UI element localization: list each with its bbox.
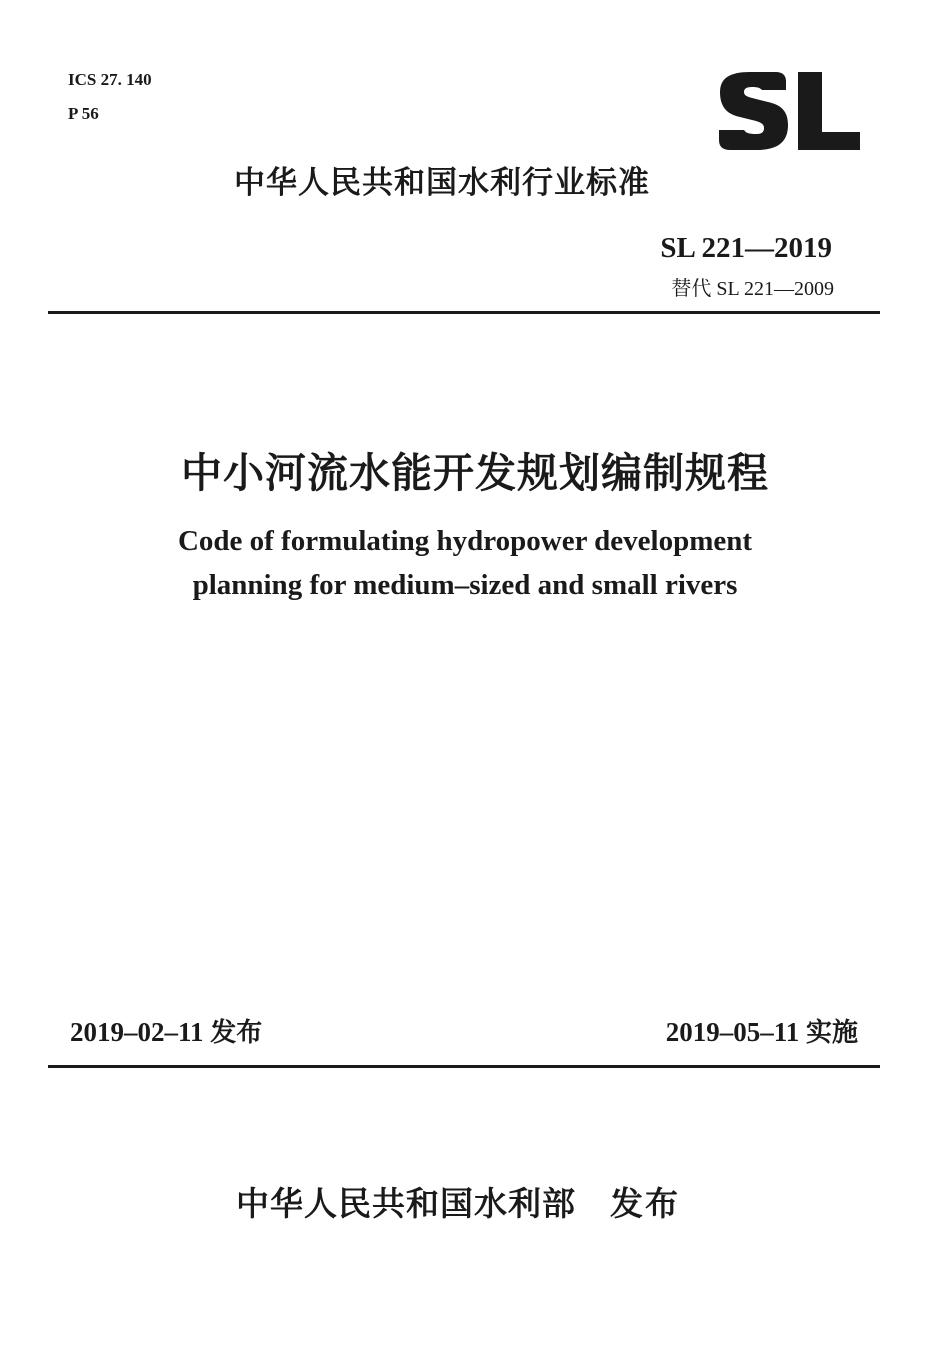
sl-logo — [716, 70, 862, 152]
ics-code: ICS 27. 140 — [68, 70, 152, 89]
ccs-code: P 56 — [68, 104, 99, 123]
implementation-date: 2019–05–11 — [665, 1017, 800, 1047]
bottom-divider — [48, 1065, 880, 1068]
english-title-line-2: planning for medium–sized and small rivers — [192, 569, 738, 601]
chinese-title: 中小河流水能开发规划编制规程 — [181, 449, 769, 497]
implementation-date-block — [666, 1012, 858, 1049]
standard-number: SL 221—2019 — [660, 232, 832, 264]
replaces-standard: 替代 SL 221—2009 — [671, 278, 834, 300]
publisher-name: 中华人民共和国水利部 — [236, 1184, 576, 1223]
issue-date-block — [70, 1012, 262, 1049]
publish-label: 发布 — [610, 1184, 680, 1223]
publisher-line — [236, 1178, 680, 1225]
english-title-line-1: Code of formulating hydropower development — [177, 525, 753, 557]
top-divider — [48, 311, 880, 314]
issue-date: 2019–02–11 — [70, 1017, 204, 1047]
implementation-label: 实施 — [805, 1018, 858, 1048]
industry-standard-heading: 中华人民共和国水利行业标准 — [234, 165, 650, 201]
issue-label: 发布 — [210, 1018, 263, 1048]
